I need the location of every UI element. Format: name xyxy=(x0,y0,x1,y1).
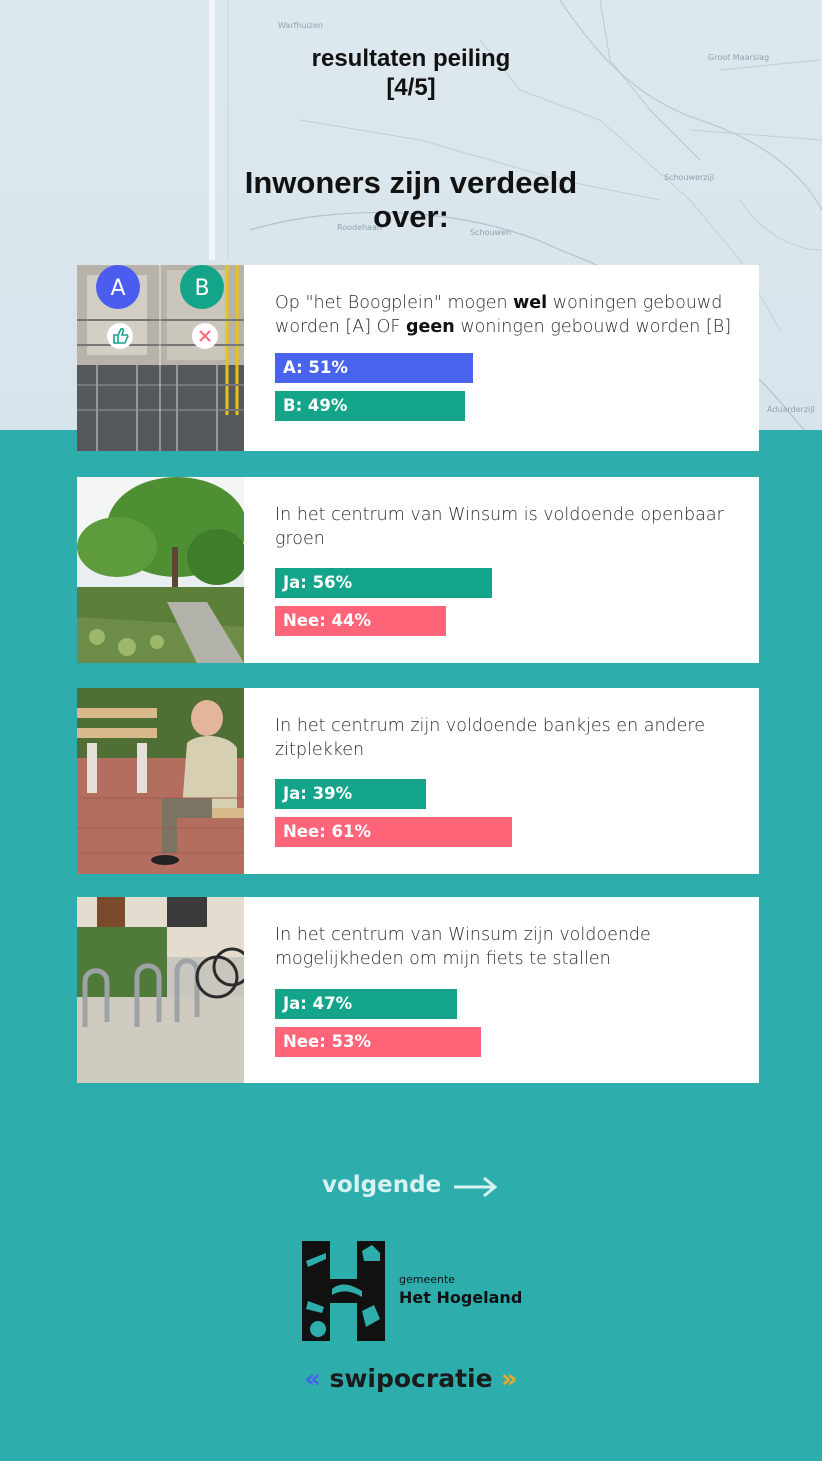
brand-close-quote: » xyxy=(501,1364,518,1393)
bench-photo xyxy=(77,688,244,874)
result-bar-b: B: 49% xyxy=(275,391,465,421)
option-a-letter: A xyxy=(110,276,126,301)
thumbs-up-icon xyxy=(107,323,133,349)
result-bar-ja: Ja: 39% xyxy=(275,779,426,809)
result-bar-nee: Nee: 44% xyxy=(275,606,446,636)
page-title: resultaten peiling [4/5] xyxy=(311,45,511,101)
het-hogeland-logo xyxy=(302,1241,385,1341)
option-b-letter: B xyxy=(194,276,210,301)
poll-card xyxy=(77,265,759,451)
result-bar-ja: Ja: 47% xyxy=(275,989,457,1019)
poll-card xyxy=(77,897,759,1083)
logo-text-big: Het Hogeland xyxy=(399,1288,523,1307)
logo-text-small: gemeente xyxy=(399,1273,456,1286)
next-button[interactable] xyxy=(322,1172,441,1198)
green-park-photo xyxy=(77,477,244,663)
page-subtitle: Inwoners zijn verdeeld over: xyxy=(244,165,578,234)
map-label: Groot Maarslag xyxy=(708,53,770,62)
bike-rack-photo xyxy=(77,897,244,1083)
map-label: Schouwerzijl xyxy=(664,173,715,182)
poll-question: Op "het Boogplein" mogen wel woningen gebouwd worden [A] OF geen woningen gebouwd worden [B] xyxy=(275,293,732,337)
brand-open-quote: « xyxy=(304,1364,321,1393)
map-label: Roodehaan xyxy=(337,223,382,232)
result-bar-a: A: 51% xyxy=(275,353,473,383)
arrow-right-icon xyxy=(452,1176,498,1198)
poll-card xyxy=(77,688,759,874)
poll-question: In het centrum van Winsum is voldoende openbaar groen xyxy=(275,505,724,549)
brand-name: swipocratie xyxy=(329,1364,493,1393)
swipocratie-brand xyxy=(0,1364,822,1393)
poll-card xyxy=(77,477,759,663)
map-label: Aduarderzijl xyxy=(767,405,815,414)
map-label: Schouwen xyxy=(470,228,512,237)
poll-question: In het centrum van Winsum zijn voldoende mogelijkheden om mijn fiets te stallen xyxy=(275,925,651,969)
construction-photo xyxy=(77,265,244,451)
poll-question: In het centrum zijn voldoende bankjes en andere zitplekken xyxy=(275,716,705,760)
next-label: volgende xyxy=(322,1172,442,1198)
logo-text xyxy=(399,1273,522,1307)
result-bar-nee: Nee: 53% xyxy=(275,1027,481,1057)
result-bar-ja: Ja: 56% xyxy=(275,568,492,598)
map-label: Warfhuizen xyxy=(278,21,323,30)
result-bar-nee: Nee: 61% xyxy=(275,817,512,847)
